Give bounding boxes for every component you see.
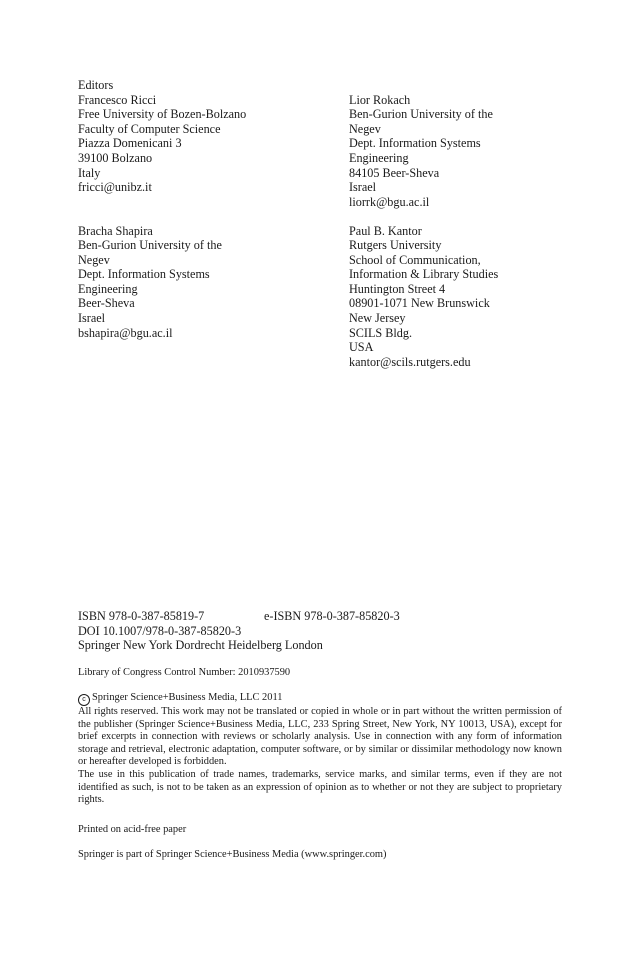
editor-street: Huntington Street 4 — [349, 281, 446, 296]
editors-heading: Editors — [78, 78, 114, 92]
springer-section — [78, 849, 386, 862]
editor-department: Dept. Information Systems — [78, 267, 210, 282]
isbn-section — [78, 609, 558, 653]
editor-city: 08901-1071 New Brunswick — [349, 296, 490, 311]
springer-part-of: Springer is part of Springer Science+Business Media (www.springer.com) — [78, 849, 387, 860]
editor-city: Beer-Sheva — [78, 296, 135, 311]
editor-affiliation: Ben-Gurion University of the — [349, 107, 493, 122]
editor-name: Bracha Shapira — [78, 223, 153, 238]
editor-address-kantor — [349, 224, 498, 370]
copyright-section — [78, 692, 562, 807]
editor-department: School of Communication, — [349, 252, 481, 267]
editor-name: Lior Rokach — [349, 92, 411, 107]
editor-country: USA — [349, 340, 374, 355]
publisher-cities: Springer New York Dordrecht Heidelberg London — [78, 638, 323, 653]
editor-email: bshapira@bgu.ac.il — [78, 325, 173, 340]
loc-section — [78, 667, 290, 680]
printed-on-paper: Printed on acid-free paper — [78, 824, 187, 835]
editor-building: SCILS Bldg. — [349, 325, 412, 340]
editor-city: 84105 Beer-Sheva — [349, 165, 440, 180]
loc-control-number: Library of Congress Control Number: 2010937590 — [78, 667, 291, 678]
editor-address-rokach — [349, 93, 493, 210]
editor-department-cont: Engineering — [349, 150, 409, 165]
rights-paragraph: All rights reserved. This work may not be translated or copied in whole or in part without the written permission of the publisher (Springer Science+Business Media, LLC, 233 Spring Street, New York, NY 10013, USA), except for brief excerpts in connection with reviews or scholarly analysis. Use in connection with any form of information storage and retrieval, electronic adaptation, computer software, or by similar or dissimilar methodology now known or hereafter developed is forbidden. — [78, 706, 562, 768]
editor-affiliation-cont: Negev — [78, 252, 110, 267]
isbn-line — [78, 609, 558, 624]
copyright-holder: Springer Science+Business Media, LLC 2011 — [92, 692, 283, 703]
editor-email: liorrk@bgu.ac.il — [349, 194, 430, 209]
editor-city: 39100 Bolzano — [78, 150, 153, 165]
editor-country: Israel — [349, 180, 377, 195]
trademark-paragraph: The use in this publication of trade names, trademarks, service marks, and similar terms, even if they are not identified as such, is not to be taken as an expression of opinion as to whether or not they are subject to proprietary rights. — [78, 768, 562, 806]
editor-affiliation: Free University of Bozen-Bolzano — [78, 107, 247, 122]
isbn: ISBN 978-0-387-85819-7 — [78, 609, 205, 623]
editor-state: New Jersey — [349, 311, 406, 326]
editor-affiliation: Rutgers University — [349, 238, 442, 253]
editor-country: Israel — [78, 311, 106, 326]
editors-section — [78, 78, 113, 93]
editor-affiliation: Ben-Gurion University of the — [78, 238, 222, 253]
editor-department-cont: Information & Library Studies — [349, 267, 499, 282]
editor-department: Faculty of Computer Science — [78, 121, 221, 136]
editor-name: Paul B. Kantor — [349, 223, 422, 238]
editor-department-cont: Engineering — [78, 281, 138, 296]
eisbn: e-ISBN 978-0-387-85820-3 — [264, 609, 400, 623]
editor-address-ricci — [78, 93, 246, 195]
editor-name: Francesco Ricci — [78, 92, 157, 107]
editor-email: fricci@unibz.it — [78, 180, 152, 195]
editor-affiliation-cont: Negev — [349, 121, 381, 136]
editor-department: Dept. Information Systems — [349, 136, 481, 151]
editor-street: Piazza Domenicani 3 — [78, 136, 182, 151]
copyright-symbol-icon: c — [78, 694, 90, 706]
editor-country: Italy — [78, 165, 101, 180]
editor-email: kantor@scils.rutgers.edu — [349, 354, 471, 369]
copyright-line — [78, 692, 562, 706]
printed-section — [78, 824, 186, 837]
editor-address-shapira — [78, 224, 222, 341]
doi: DOI 10.1007/978-0-387-85820-3 — [78, 623, 242, 638]
